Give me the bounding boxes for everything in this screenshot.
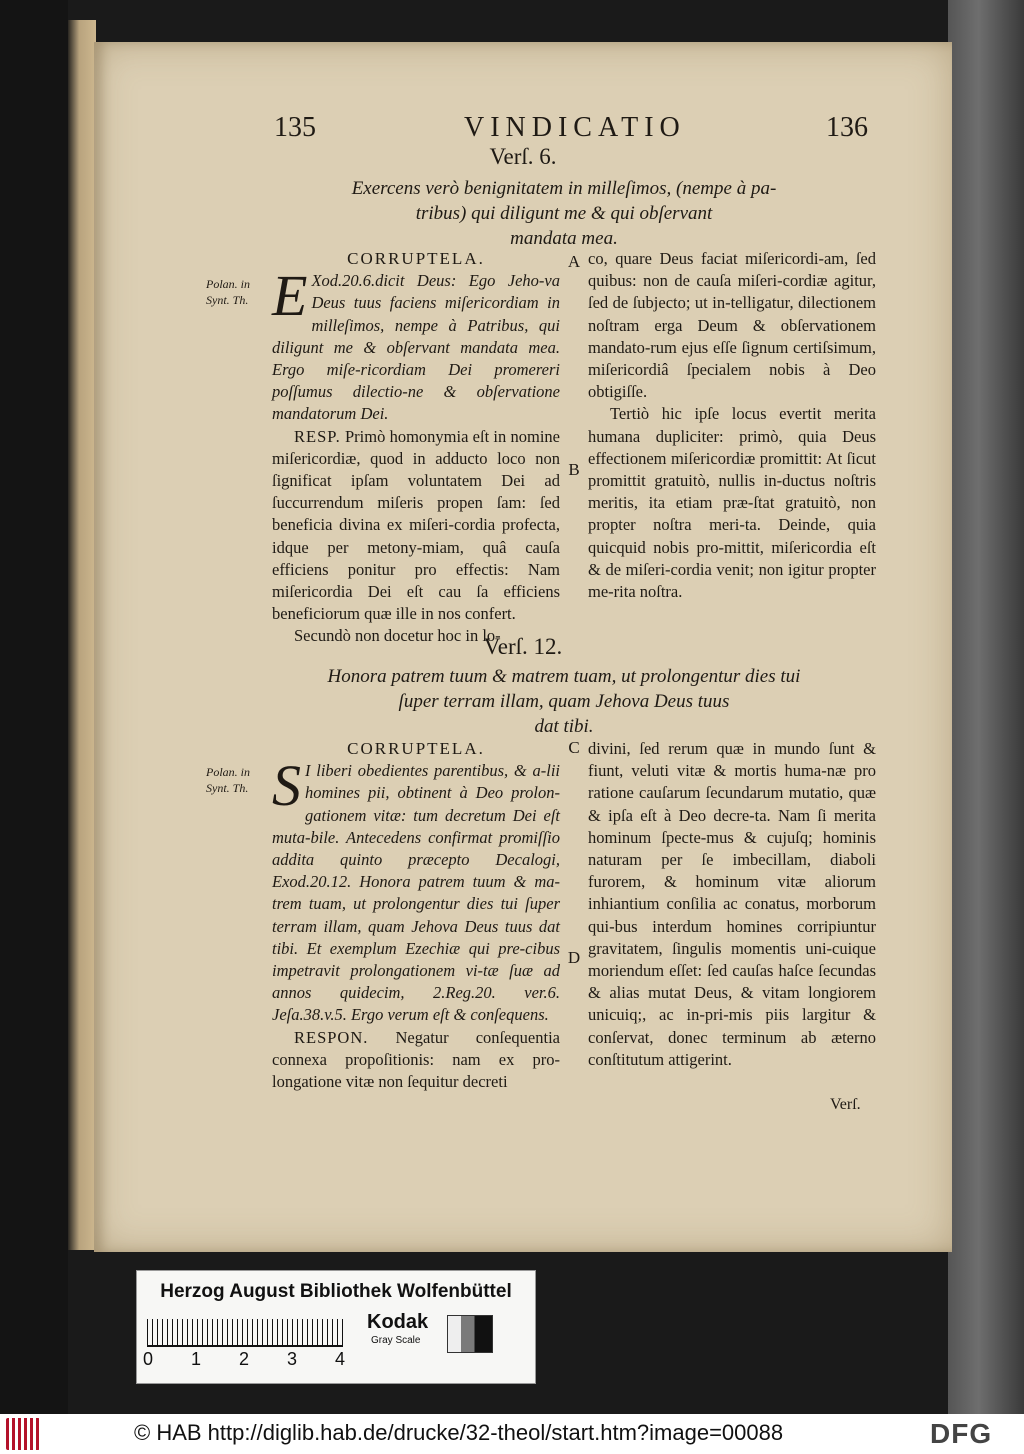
paragraph [272,753,560,1026]
gray-swatch [447,1315,493,1353]
paragraph: Tertiò hic ipſe locus evertit merita humana dupliciter: primò, quia Deus effectionem miſericordiæ promittit: At ſicut promittit gratuitò, nullis in-ductus noſtris meritis, ita etiam præ-ſtat gratuitò, non propter noſtra meri-ta. Deinde, quia quicquid nobis pro-mittit, miſericordia eſt & de miſeri-cordia venit; non igitur propter me-rita noſtra. [588,404,876,602]
resp-label: RESPON. [294,1027,369,1047]
paragraph-text: Negatur conſequentia connexa propoſitionis: nam ex pro-longatione vitæ non ſequitur decreti [272,1027,560,1092]
verse-line: dat tibi. [534,716,594,737]
paragraph: co, quare Deus faciat miſericordi-am, ſed quibus: non de cauſa miſeri-cordiæ agitur, ſed de ſubjecto; ut in-telligatur, dilectionem noſtram erga Deum & obſervationem mandato-rum ejus eſſe ſignum certiſsimum, miſericordiâ ſpecialem nobis à Deo obtigiſſe. [588,249,876,402]
drop-cap: E [272,263,308,329]
footer-link[interactable]: © HAB http://diglib.hab.de/drucke/32-theol/start.htm?image=00088 [134,1420,784,1445]
paragraph [272,426,560,626]
page-number-right: 136 [826,112,868,143]
margin-note: Polan. in Synt. Th. [206,765,250,795]
paragraph [272,263,560,425]
verse-quote [304,176,824,251]
ruler-mark: 0 [143,1349,154,1369]
verse-line: Exercens verò benignitatem in milleſimos, (nempe à pa- [351,178,777,199]
verse-quote [294,664,834,739]
right-column [588,738,876,1071]
paragraph [272,1027,560,1094]
section-letter: B [568,460,580,479]
verse-line: mandata mea. [510,228,618,249]
paragraph: Secundò non docetur hoc in lo- [294,626,501,646]
section-letter: C [568,738,580,757]
paragraph-text: I liberi obedientes parentibus, & a-lii homines pii, obtinent à Deo prolon-gationem vitæ: tum decretum Dei eſt muta-bile. Antecedens confirmat promiſſio addita quinto præcepto Decalogi, Exod.20.12. Honora patrem tuum & ma-trem tuam, ut prolongentur dies tui ſuper terram illam, quam Jehova Deus tuus dat tibi. Et exemplum Ezechiæ qui pre-cibus impetravit prolongationem vi-tæ ſuæ ad annos quidecim, 2.Reg.20. ver.6. Jeſa.38.v.5. Ergo verum eſt & conſequens. [272,761,560,1025]
resp-label: RESP. [294,426,341,446]
book-page [94,42,952,1252]
drop-cap: S [272,753,301,819]
color-scale-card [136,1270,536,1384]
verse-line: tribus) qui diligunt me & qui obſervant [415,203,713,224]
scale-ruler [147,1319,343,1347]
page-number-left: 135 [274,112,316,143]
dfg-logo: DFG [930,1418,993,1449]
verse-line: Honora patrem tuum & matrem tuam, ut prolongentur dies tui [327,666,801,687]
kodak-logo: Kodak [367,1311,429,1333]
book-edge [68,20,96,1250]
verse-heading: Verſ. 6. [489,144,557,169]
gray-scale-label: Gray Scale [371,1335,421,1346]
margin-note: Polan. in Synt. Th. [206,277,250,307]
running-head [94,112,952,146]
ruler-mark: 2 [239,1349,250,1369]
right-column [588,248,876,603]
corruptela-heading: CORRUPTELA. [347,249,485,268]
ruler-mark: 3 [287,1349,298,1369]
verse-line: ſuper terram illam, quam Jehova Deus tuus [398,691,730,712]
ruler-mark: 1 [191,1349,202,1369]
ruler-mark: 4 [335,1349,346,1369]
scan-background-left [0,0,68,1414]
hab-logo-icon [6,1418,40,1450]
section-letter: A [567,252,581,271]
paragraph: divini, ſed rerum quæ in mundo ſunt & fiunt, veluti vitæ & mortis huma-næ pro ratione cauſarum ſecundarum mutatio, quæ & ipſa eſt à Deo decre-ta. Nam ſi merita hominum ſpecte-mus & cujuſq; hominis naturam per ſe imbecillam, diaboli furorem, & hominum vitæ aliorum inhiantium conſilia ac conatus, morborum qui-bus interdum homines corripiuntur gravitatem, ſingulis momentis uni-cuique moriendum eſſet: ſed cauſas haſce ſecundas & alias mutat Deus, & vitam longiorem unicuiq;, ac in-pri-mis piis largitur & conſervat, donec terminum ab æterno conſtitutum attigerint. [588,739,876,1069]
library-name: Herzog August Bibliothek Wolfenbüttel [160,1281,512,1302]
left-column [272,738,560,1093]
corruptela-heading: CORRUPTELA. [347,739,485,758]
catchword: Verſ. [830,1096,861,1113]
running-title: VINDICATIO [464,112,686,143]
verse-heading: Verſ. 12. [483,634,563,659]
paragraph-text: Xod.20.6.dicit Deus: Ego Jeho-va Deus tuus faciens miſericordiam in milleſimos, nempe à Patribus, qui diligunt me & obſervant mandata mea. Ergo miſe-ricordiam Dei promereri poſſumus dilectio-ne & obſervatione mandatorum Dei. [272,271,560,424]
paragraph-text: Primò homonymia eſt in nomine miſericordiæ, quod in adducto loco non ſignificat ipſam voluntatem Dei ad ſuccurrendum miſeris propen ſam: ſed beneficia divina ex miſeri-cordia profecta, idque per metony-miam, quâ cauſa efficiens ponitur pro effectis: Nam miſericordia Dei eſt cau ſa efficiens beneficiorum quæ ille in nos confert. [272,426,561,624]
left-column [272,248,560,648]
ruler-marks [143,1349,363,1373]
section-letter: D [567,948,581,967]
footer [0,1414,1024,1454]
book-board-right [948,0,1024,1414]
